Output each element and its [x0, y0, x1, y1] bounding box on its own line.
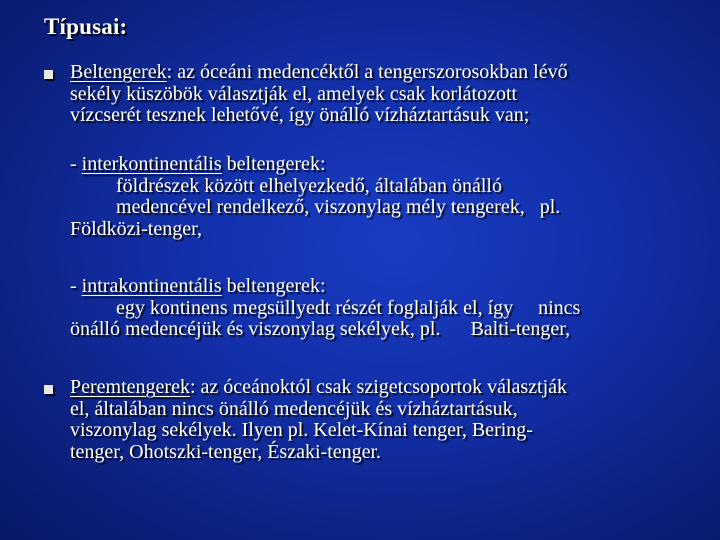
term-peremtengerek: Peremtengerek — [70, 376, 190, 398]
term-beltengerek: Beltengerek — [70, 61, 167, 83]
dash: - — [70, 153, 82, 175]
term-interkontinentalis: interkontinentális — [81, 153, 222, 175]
slide-title: Típusai: — [44, 14, 128, 39]
bullet-line: el, általában nincs önálló medencéjük és vízháztartásuk, — [70, 397, 518, 420]
square-bullet-icon — [44, 385, 53, 394]
sub-interkontinentalis — [70, 154, 560, 240]
bullet-peremtengerek — [70, 377, 567, 463]
bullet-text: az óceánoktól csak szigetcsoportok választják — [195, 376, 568, 398]
sub-line: egy kontinens megsüllyedt részét foglalják el, így nincs — [116, 296, 581, 319]
sub-line: önálló medencéjük és viszonylag sekélyek, pl. Balti-tenger, — [70, 318, 571, 340]
term-suffix: beltengerek: — [221, 153, 326, 175]
sub-heading — [70, 154, 560, 176]
bullet-line: tenger, Ohotszki-tenger, Északi-tenger. — [70, 440, 382, 463]
term-suffix: beltengerek: — [221, 275, 326, 297]
sub-heading — [70, 276, 580, 298]
term-colon: : — [189, 376, 196, 398]
sub-intrakontinentalis — [70, 276, 580, 341]
bullet-beltengerek — [70, 62, 568, 127]
square-bullet-icon — [44, 70, 53, 79]
sub-line: Földközi-tenger, — [70, 217, 202, 240]
dash: - — [70, 275, 82, 297]
bullet-text: az óceáni medencéktől a tengerszorosokban lévő — [172, 61, 568, 83]
term-intrakontinentalis: intrakontinentális — [81, 275, 222, 297]
term-colon: : — [166, 61, 173, 83]
bullet-line: viszonylag sekélyek. Ilyen pl. Kelet-Kínai tenger, Bering- — [70, 419, 533, 441]
bullet-line — [70, 377, 567, 399]
bullet-line — [70, 62, 568, 84]
bullet-line: vízcserét tesznek lehetővé, így önálló vízháztartásuk van; — [70, 104, 530, 126]
bullet-line: sekély küszöbök választják el, amelyek csak korlátozott — [70, 82, 518, 105]
sub-line: medencével rendelkező, viszonylag mély tengerek, pl. — [116, 196, 561, 218]
sub-line: földrészek között elhelyezkedő, általában önálló — [116, 174, 502, 197]
